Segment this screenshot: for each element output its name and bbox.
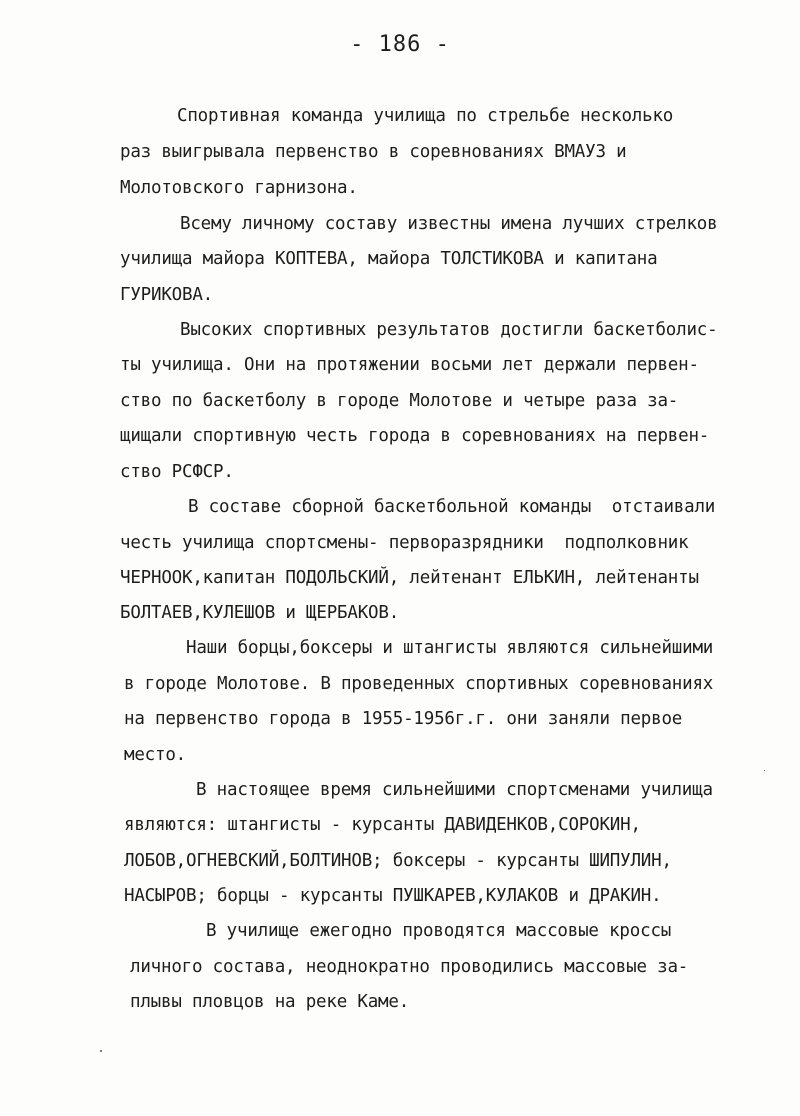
text-line-10: щищали спортивную честь города в соревнованиях на первен- bbox=[120, 426, 710, 446]
text-line-13: честь училища спортсмены- перворазрядники подполковник bbox=[120, 533, 689, 553]
scan-speck bbox=[100, 1050, 102, 1052]
text-line-4: Всему личному составу известны имена лучших стрелков bbox=[180, 214, 718, 234]
text-line-1: Спортивная команда училища по стрельбе несколько bbox=[177, 106, 674, 126]
text-line-2: раз выигрывала первенство в соревнованиях ВМАУЗ и bbox=[120, 142, 627, 162]
text-line-23: НАСЫРОВ; борцы - курсанты ПУШКАРЕВ,КУЛАКОВ и ДРАКИН. bbox=[124, 886, 662, 906]
text-line-20: В настоящее время сильнейшими спортсменами училища bbox=[196, 780, 713, 800]
text-line-7: Высоких спортивных результатов достигли баскетболис- bbox=[180, 320, 718, 340]
text-line-9: ство по баскетболу в городе Молотове и четыре раза за- bbox=[120, 391, 679, 411]
text-line-3: Молотовского гарнизона. bbox=[120, 178, 358, 198]
text-line-17: в городе Молотове. В проведенных спортивных соревнованиях bbox=[124, 674, 714, 694]
text-line-25: личного состава, неоднократно проводились массовые за- bbox=[130, 957, 689, 977]
text-line-26: плывы пловцов на реке Каме. bbox=[130, 992, 410, 1012]
page-number: - 186 - bbox=[350, 32, 450, 57]
text-line-22: ЛОБОВ,ОГНЕВСКИЙ,БОЛТИНОВ; боксеры - курсанты ШИПУЛИН, bbox=[124, 851, 672, 871]
scan-speck bbox=[764, 770, 765, 771]
text-line-19: место. bbox=[124, 745, 187, 765]
text-line-8: ты училища. Они на протяжении восьми лет держали первен- bbox=[120, 355, 699, 375]
text-line-16: Наши борцы,боксеры и штангисты являются сильнейшими bbox=[186, 638, 714, 658]
text-line-14: ЧЕРНООК,капитан ПОДОЛЬСКИЙ, лейтенант ЕЛЬКИН, лейтенанты bbox=[120, 568, 699, 588]
text-line-12: В составе сборной баскетбольной команды отстаивали bbox=[188, 497, 716, 517]
text-line-18: на первенство города в 1955-1956г.г. они заняли первое bbox=[124, 709, 683, 729]
text-line-5: училища майора КОПТЕВА, майора ТОЛСТИКОВА и капитана bbox=[120, 249, 658, 269]
text-line-21: являются: штангисты - курсанты ДАВИДЕНКОВ,СОРОКИН, bbox=[124, 815, 641, 835]
text-line-15: БОЛТАЕВ,КУЛЕШОВ и ЩЕРБАКОВ. bbox=[120, 603, 400, 623]
text-line-11: ство РСФСР. bbox=[120, 462, 234, 482]
text-line-6: ГУРИКОВА. bbox=[120, 285, 214, 305]
text-line-24: В училище ежегодно проводятся массовые кроссы bbox=[206, 921, 672, 941]
